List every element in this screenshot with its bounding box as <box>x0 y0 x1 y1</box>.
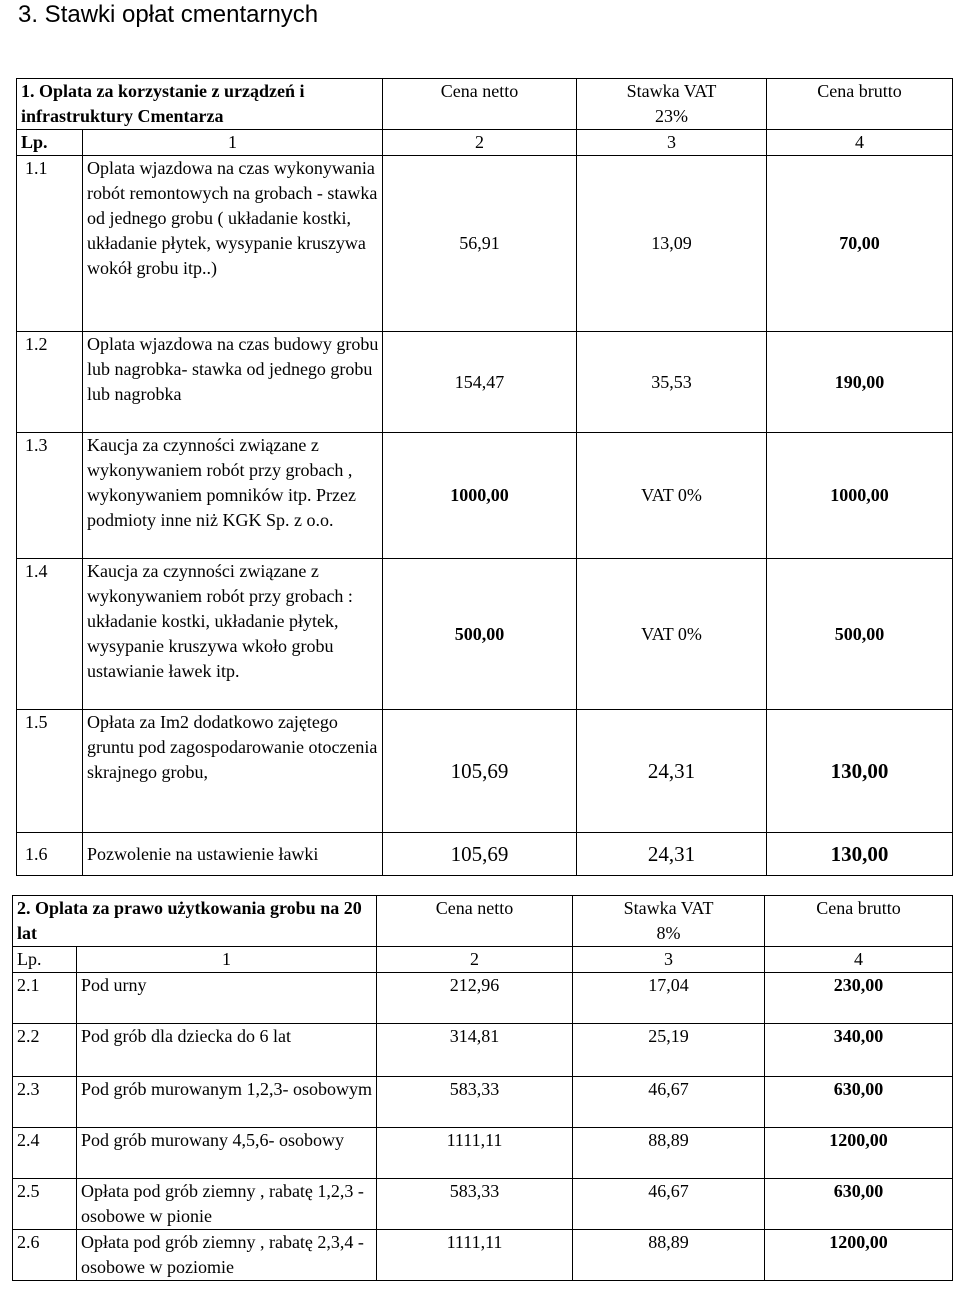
row-net-price: 583,33 <box>377 1077 573 1128</box>
cemetery-infrastructure-fees-table <box>16 78 953 876</box>
table-row <box>17 710 953 833</box>
row-net-price: 1111,11 <box>377 1128 573 1179</box>
col-vat-rate: 8% <box>656 923 681 943</box>
row-description: Opłata za Im2 dodatkowo zajętego gruntu pod zagospodarowanie otoczenia skrajnego grobu, <box>83 710 383 833</box>
col-gross-header: Cena brutto <box>767 79 953 130</box>
table-row <box>13 1024 953 1077</box>
numbering-row <box>17 130 953 156</box>
row-vat-amount: 88,89 <box>573 1128 765 1179</box>
table-row <box>17 332 953 433</box>
row-gross-price: 630,00 <box>765 1077 953 1128</box>
row-vat-amount: 88,89 <box>573 1230 765 1281</box>
row-gross-price: 70,00 <box>767 156 953 332</box>
numbering-cell: 1 <box>77 947 377 973</box>
table-header-row <box>17 79 953 130</box>
table-row <box>17 433 953 559</box>
row-number: 2.4 <box>13 1128 77 1179</box>
row-vat-amount: 13,09 <box>577 156 767 332</box>
col-vat-label: Stawka VAT <box>626 81 717 101</box>
page-heading: 3. Stawki opłat cmentarnych <box>18 1 319 28</box>
numbering-lp: Lp. <box>17 130 83 156</box>
row-net-price: 56,91 <box>383 156 577 332</box>
col-gross-header: Cena brutto <box>765 896 953 947</box>
row-number: 1.6 <box>17 833 83 876</box>
row-number: 2.3 <box>13 1077 77 1128</box>
table-row <box>13 1179 953 1230</box>
row-vat-amount: VAT 0% <box>577 433 767 559</box>
table-row <box>17 833 953 876</box>
table-row <box>13 1230 953 1281</box>
row-gross-price: 1200,00 <box>765 1128 953 1179</box>
row-gross-price: 1200,00 <box>765 1230 953 1281</box>
numbering-cell: 1 <box>83 130 383 156</box>
row-net-price: 1111,11 <box>377 1230 573 1281</box>
row-description: Oplata wjazdowa na czas wykonywania robót remontowych na grobach - stawka od jednego grobu ( układanie kostki, układanie płytek, wysypanie kruszywa wokół grobu itp..) <box>83 156 383 332</box>
row-description: Kaucja za czynności związane z wykonywaniem robót przy grobach , wykonywaniem pomników itp. Przez podmioty inne niż KGK Sp. z o.o. <box>83 433 383 559</box>
row-net-price: 500,00 <box>383 559 577 710</box>
row-description: Oplata wjazdowa na czas budowy grobu lub nagrobka- stawka od jednego grobu lub nagrobka <box>83 332 383 433</box>
row-net-price: 212,96 <box>377 973 573 1024</box>
table-row <box>13 1128 953 1179</box>
row-net-price: 105,69 <box>383 833 577 876</box>
col-vat-label: Stawka VAT <box>623 898 714 918</box>
table-row <box>17 559 953 710</box>
row-vat-amount: 24,31 <box>577 833 767 876</box>
row-gross-price: 190,00 <box>767 332 953 433</box>
row-net-price: 1000,00 <box>383 433 577 559</box>
row-number: 1.4 <box>17 559 83 710</box>
row-number: 1.1 <box>17 156 83 332</box>
row-description: Pozwolenie na ustawienie ławki <box>83 833 383 876</box>
table-row <box>13 973 953 1024</box>
row-number: 2.5 <box>13 1179 77 1230</box>
row-description: Opłata pod grób ziemny , rabatę 1,2,3 - osobowe w pionie <box>77 1179 377 1230</box>
row-net-price: 314,81 <box>377 1024 573 1077</box>
row-gross-price: 230,00 <box>765 973 953 1024</box>
row-description: Opłata pod grób ziemny , rabatę 2,3,4 - osobowe w poziomie <box>77 1230 377 1281</box>
row-number: 2.1 <box>13 973 77 1024</box>
row-description: Pod grób murowany 4,5,6- osobowy <box>77 1128 377 1179</box>
table-header-row <box>13 896 953 947</box>
row-vat-amount: 46,67 <box>573 1179 765 1230</box>
numbering-cell: 4 <box>765 947 953 973</box>
row-gross-price: 130,00 <box>767 710 953 833</box>
numbering-cell: 3 <box>573 947 765 973</box>
table-row <box>17 156 953 332</box>
table-row <box>13 1077 953 1128</box>
row-gross-price: 630,00 <box>765 1179 953 1230</box>
col-net-header: Cena netto <box>383 79 577 130</box>
row-gross-price: 340,00 <box>765 1024 953 1077</box>
section-title: 1. Oplata za korzystanie z urządzeń i infrastruktury Cmentarza <box>17 79 383 130</box>
row-vat-amount: 24,31 <box>577 710 767 833</box>
row-number: 1.5 <box>17 710 83 833</box>
col-vat-header <box>573 896 765 947</box>
section-title: 2. Oplata za prawo użytkowania grobu na 20 lat <box>13 896 377 947</box>
col-vat-header <box>577 79 767 130</box>
row-number: 2.6 <box>13 1230 77 1281</box>
numbering-cell: 2 <box>383 130 577 156</box>
row-description: Kaucja za czynności związane z wykonywaniem robót przy grobach : układanie kostki, układanie płytek, wysypanie kruszywa wkoło grobu ustawianie ławek itp. <box>83 559 383 710</box>
row-description: Pod grób dla dziecka do 6 lat <box>77 1024 377 1077</box>
row-vat-amount: 17,04 <box>573 973 765 1024</box>
col-vat-rate: 23% <box>655 106 688 126</box>
row-net-price: 154,47 <box>383 332 577 433</box>
grave-use-rights-fees-table <box>12 895 953 1281</box>
row-number: 2.2 <box>13 1024 77 1077</box>
numbering-lp: Lp. <box>13 947 77 973</box>
row-description: Pod grób murowanym 1,2,3- osobowym <box>77 1077 377 1128</box>
row-number: 1.2 <box>17 332 83 433</box>
numbering-row <box>13 947 953 973</box>
numbering-cell: 4 <box>767 130 953 156</box>
row-vat-amount: VAT 0% <box>577 559 767 710</box>
row-gross-price: 1000,00 <box>767 433 953 559</box>
row-vat-amount: 25,19 <box>573 1024 765 1077</box>
row-description: Pod urny <box>77 973 377 1024</box>
row-number: 1.3 <box>17 433 83 559</box>
row-net-price: 583,33 <box>377 1179 573 1230</box>
numbering-cell: 3 <box>577 130 767 156</box>
row-vat-amount: 46,67 <box>573 1077 765 1128</box>
row-vat-amount: 35,53 <box>577 332 767 433</box>
numbering-cell: 2 <box>377 947 573 973</box>
row-net-price: 105,69 <box>383 710 577 833</box>
row-gross-price: 130,00 <box>767 833 953 876</box>
col-net-header: Cena netto <box>377 896 573 947</box>
row-gross-price: 500,00 <box>767 559 953 710</box>
